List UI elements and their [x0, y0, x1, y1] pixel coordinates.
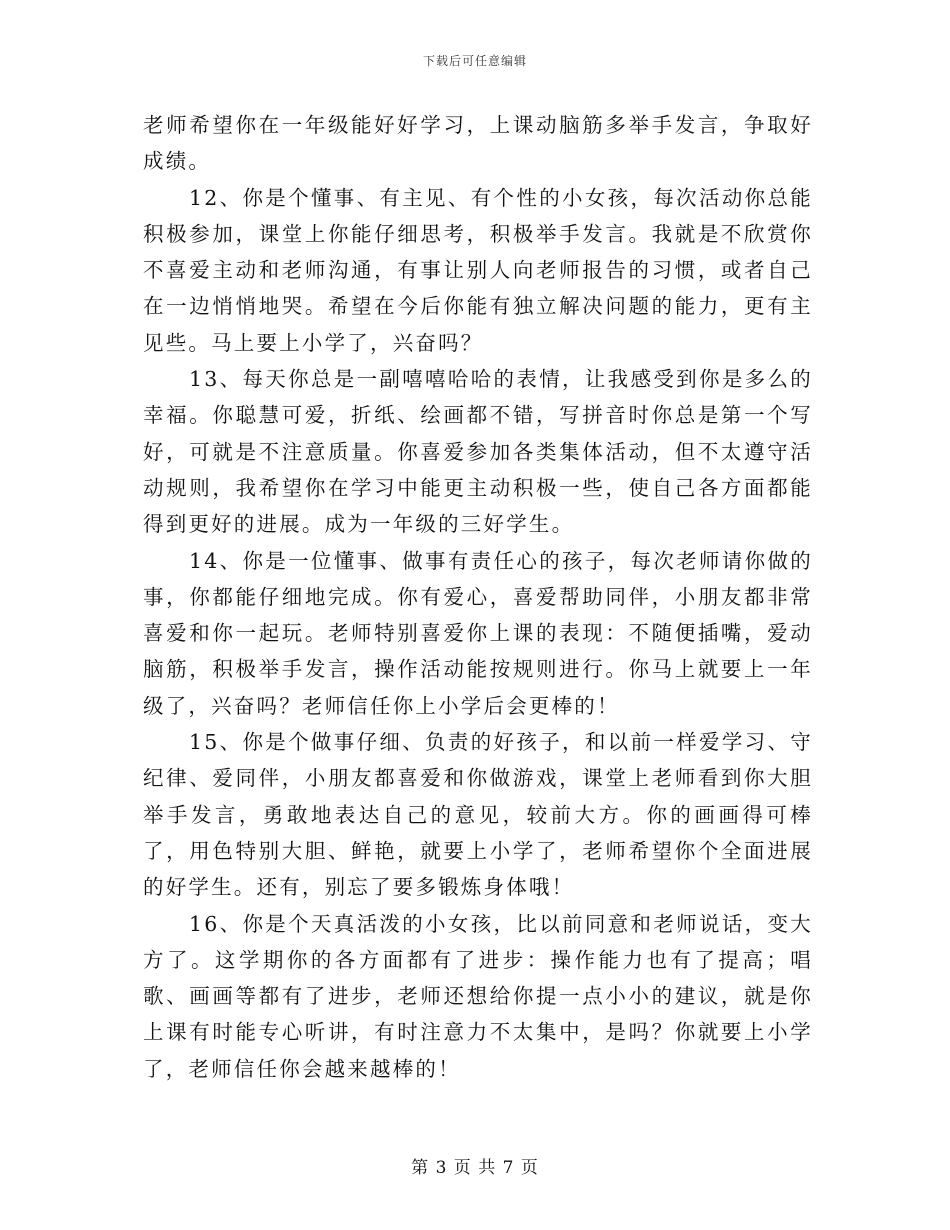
paragraph-comment-13: 13、每天你总是一副嘻嘻哈哈的表情，让我感受到你是多么的幸福。你聪慧可爱，折纸、绘画都不错，写拼音时你总是第一个写好，可就是不注意质量。你喜爱参加各类集体活动，但不太遵守活动规则，我希望你在学习中能更主动积极一些，使自己各方面都能得到更好的进展。成为一年级的三好学生。: [143, 367, 813, 537]
paragraph-continuation: 老师希望你在一年级能好好学习，上课动脑筋多举手发言，争取好成绩。: [143, 113, 813, 174]
paragraph-comment-12: 12、你是个懂事、有主见、有个性的小女孩，每次活动你总能积极参加，课堂上你能仔细思考，积极举手发言。我就是不欣赏你不喜爱主动和老师沟通，有事让别人向老师报告的习惯，或者自己在一边悄悄地哭。希望在今后你能有独立解决问题的能力，更有主见些。马上要上小学了，兴奋吗？: [143, 185, 813, 355]
paragraph-comment-16: 16、你是个天真活泼的小女孩，比以前同意和老师说话，变大方了。这学期你的各方面都有了进步：操作能力也有了提高；唱歌、画画等都有了进步，老师还想给你提一点小小的建议，就是你上课有时能专心听讲，有时注意力不太集中，是吗？你就要上小学了，老师信任你会越来越棒的！: [143, 911, 813, 1081]
paragraph-comment-14: 14、你是一位懂事、做事有责任心的孩子，每次老师请你做的事，你都能仔细地完成。你有爱心，喜爱帮助同伴，小朋友都非常喜爱和你一起玩。老师特别喜爱你上课的表现：不随便插嘴，爱动脑筋，积极举手发言，操作活动能按规则进行。你马上就要上一年级了，兴奋吗？老师信任你上小学后会更棒的！: [143, 548, 813, 718]
page-footer: [0, 1153, 950, 1178]
page-header: 下载后可任意编辑: [422, 54, 527, 68]
document-body: [143, 107, 813, 1087]
paragraph-comment-15: 15、你是个做事仔细、负责的好孩子，和以前一样爱学习、守纪律、爱同伴，小朋友都喜爱和你做游戏，课堂上老师看到你大胆举手发言，勇敢地表达自己的意见，较前大方。你的画画得可棒了，用色特别大胆、鲜艳，就要上小学了，老师希望你个全面进展的好学生。还有，别忘了要多锻炼身体哦！: [143, 730, 813, 900]
page-number-label: 第 3 页 共 7 页: [411, 1158, 539, 1178]
